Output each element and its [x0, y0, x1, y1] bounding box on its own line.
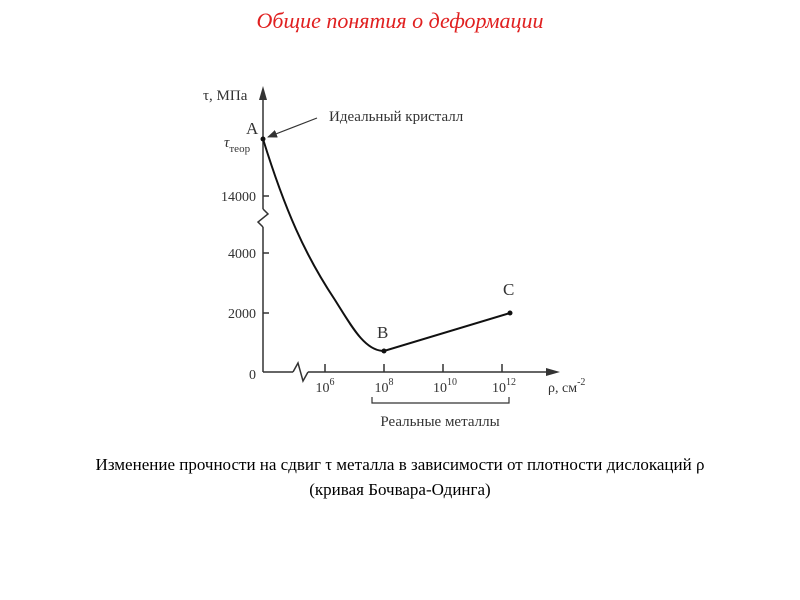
real-metals-label: Реальные металлы [380, 414, 500, 430]
x-axis-label: ρ, $см^{-2}$ [548, 377, 586, 396]
y-theor-label: $\tau_{теор}$ [224, 135, 251, 155]
x-ticks [325, 364, 502, 372]
ideal-crystal-arrow [268, 118, 317, 137]
x-tick-label-1e8: $10^8$ [374, 377, 394, 396]
x-tick-label-1e10: $10^{10}$ [433, 377, 457, 396]
x-tick-label-1e6: $10^6$ [315, 377, 335, 396]
y-tick-label-2000: 2000 [228, 307, 256, 322]
y-tick-label-14000: 14000 [221, 190, 256, 205]
point-a [261, 137, 266, 142]
caption-line-2: (кривая Бочвара-Одинга) [309, 480, 491, 499]
point-c [508, 311, 513, 316]
real-metals-bracket [372, 397, 509, 403]
point-a-label: A [246, 119, 259, 138]
figure-caption [20, 452, 780, 502]
curve-line [263, 139, 510, 351]
slide-title: Общие понятия о деформации [256, 8, 544, 33]
caption-line-1: Изменение прочности на сдвиг τ металла в зависимости от плотности дислокаций ρ [95, 455, 705, 474]
y-tick-label-0: 0 [249, 368, 256, 383]
y-axis-arrow [259, 86, 267, 100]
x-tick-label-1e12: $10^{12}$ [492, 377, 516, 396]
point-b [382, 349, 387, 354]
y-tick-label-4000: 4000 [228, 247, 256, 262]
point-c-label: C [503, 280, 515, 299]
ideal-crystal-label: Идеальный кристалл [329, 109, 464, 125]
point-b-label: B [377, 323, 389, 342]
y-axis-label: τ, МПа [203, 88, 248, 104]
x-axis-arrow [546, 368, 560, 376]
